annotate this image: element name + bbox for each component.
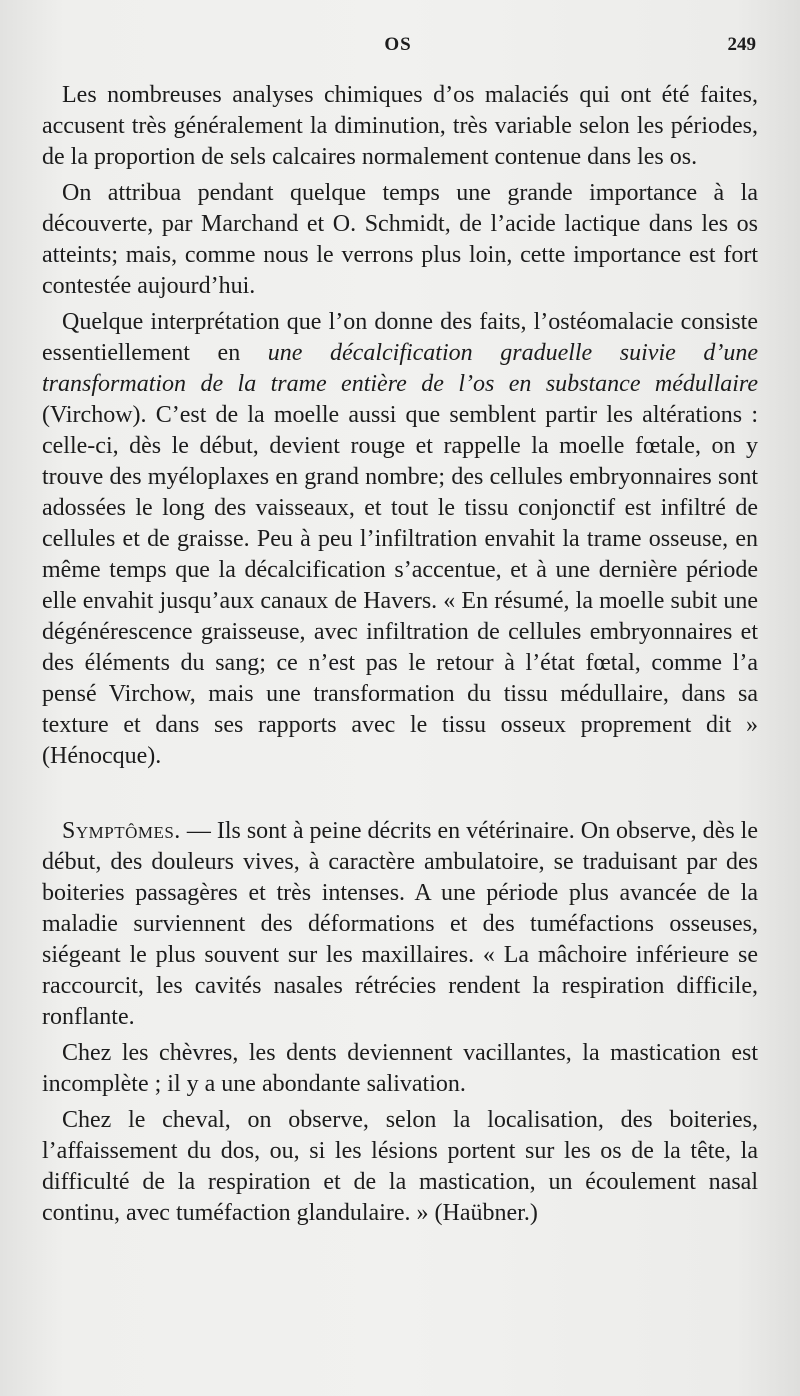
paragraph-text: Chez les chèvres, les dents deviennent vacillantes, la mastication est incomplète ; il y a une abondante salivation. [42, 1040, 758, 1097]
paragraph-chemical-analyses [42, 80, 758, 173]
section-heading-symptoms: Symptômes. [62, 818, 181, 844]
page-number: 249 [727, 34, 756, 55]
paragraph-text: Les nombreuses analyses chimiques d’os malaciés qui ont été faites, accusent très généralement la diminution, très variable selon les périodes, de la proportion de sels calcaires normalement contenue dans les os. [42, 82, 758, 170]
paragraph-interpretation [42, 307, 758, 772]
paragraph-text-after: (Virchow). C’est de la moelle aussi que semblent partir les altérations : celle-ci, dès le début, devient rouge et rappelle la moelle fœtale, on y trouve des myéloplaxes en grand nombre; des cellules embryonnaires sont adossées le long des vaisseaux, et tout le tissu conjonctif est infiltré de cellules et de graisse. Peu à peu l’infiltration envahit la trame osseuse, en même temps que la décalcification s’accentue, et à une dernière période elle envahit jusqu’aux canaux de Havers. « En résumé, la moelle subit une dégénérescence graisseuse, avec infiltration de cellules embryonnaires et des éléments du sang; ce n’est pas le retour à l’état fœtal, comme l’a pensé Virchow, mais une transformation du tissu médullaire, dans sa texture et dans ses rapports avec le tissu osseux proprement dit » (Hénocque). [42, 402, 758, 769]
italic-definition: une décalcification graduelle suivie d’une transformation de la trame entière de l’os en substance médullaire [42, 340, 758, 397]
paragraph-text-before: Quelque interprétation que l’on donne des faits, l’ostéomalacie consiste essentiellement en [42, 309, 758, 366]
running-header [40, 34, 756, 58]
body-text [42, 80, 758, 1229]
paragraph-text: — Ils sont à peine décrits en vétérinaire. On observe, dès le début, des douleurs vives, à caractère ambulatoire, se traduisant par des boiteries passagères et très intenses. A une période plus avancée de la maladie surviennent des déformations et des tuméfactions osseuses, siégeant le plus souvent sur les maxillaires. « La mâchoire inférieure se raccourcit, les cavités nasales rétrécies rendent la respiration difficile, ronflante. [42, 818, 758, 1030]
running-title: OS [384, 34, 412, 55]
paragraph-symptoms [42, 816, 758, 1033]
paragraph-goats [42, 1038, 758, 1100]
paragraph-text: On attribua pendant quelque temps une grande importance à la découverte, par Marchand et O. Schmidt, de l’acide lactique dans les os atteints; mais, comme nous le verrons plus loin, cette importance est fort contestée aujourd’hui. [42, 180, 758, 299]
paragraph-horse [42, 1105, 758, 1229]
paragraph-lactic-acid [42, 178, 758, 302]
paragraph-text: Chez le cheval, on observe, selon la localisation, des boiteries, l’affaissement du dos, ou, si les lésions portent sur les os de la tête, la difficulté de la respiration et de la mastication, un écoulement nasal continu, avec tuméfaction glandulaire. » (Haübner.) [42, 1107, 758, 1226]
